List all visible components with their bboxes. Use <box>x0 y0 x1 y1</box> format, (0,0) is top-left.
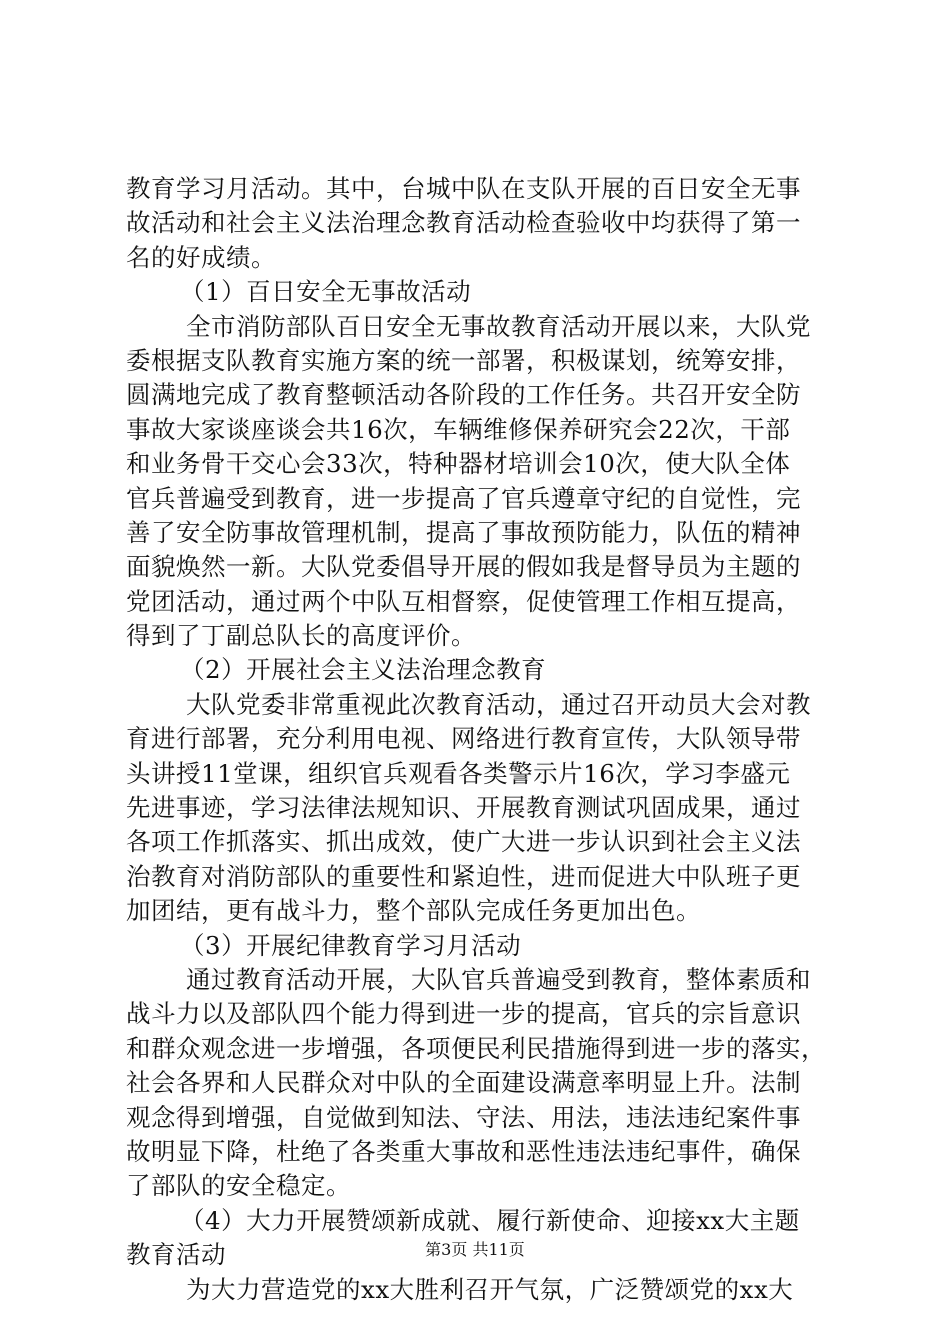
text-line: 党团活动，通过两个中队互相督察，促使管理工作相互提高， <box>126 586 801 616</box>
text-line: 官兵普遍受到教育，进一步提高了官兵遵章守纪的自觉性，完 <box>126 483 801 513</box>
text-line: 教育学习月活动。其中，台城中队在支队开展的百日安全无事 <box>126 174 801 203</box>
text-line: 社会各界和人民群众对中队的全面建设满意率明显上升。法制 <box>126 1068 801 1098</box>
text-line: 通过教育活动开展，大队官兵普遍受到教育，整体素质和 <box>186 964 811 994</box>
text-line: 面貌焕然一新。大队党委倡导开展的假如我是督导员为主题的 <box>126 552 801 582</box>
document-body <box>126 172 834 1307</box>
text-line: 故明显下降，杜绝了各类重大事故和恶性违法违纪事件，确保 <box>126 1136 801 1166</box>
text-line: 全市消防部队百日安全无事故教育活动开展以来，大队党 <box>186 311 811 341</box>
text-line: 育进行部署，充分利用电视、网络进行教育宣传，大队领导带 <box>126 724 801 754</box>
text-line: 得到了丁副总队长的高度评价。 <box>126 621 476 651</box>
text-line: 先进事迹，学习法律法规知识、开展教育测试巩固成果，通过 <box>126 793 801 823</box>
text-line: （1）百日安全无事故活动 <box>180 277 472 307</box>
text-line: 加团结，更有战斗力，整个部队完成任务更加出色。 <box>126 896 701 926</box>
text-line: 各项工作抓落实、抓出成效，使广大进一步认识到社会主义法 <box>126 827 801 857</box>
text-line: 为大力营造党的xx大胜利召开气氛，广泛赞颂党的xx大 <box>186 1274 794 1304</box>
text-line: 故活动和社会主义法治理念教育活动检查验收中均获得了第一 <box>126 208 801 238</box>
text-line: 战斗力以及部队四个能力得到进一步的提高，官兵的宗旨意识 <box>126 999 801 1029</box>
text-line: 事故大家谈座谈会共16次，车辆维修保养研究会22次，干部 <box>126 414 791 444</box>
text-line: 观念得到增强，自觉做到知法、守法、用法，违法违纪案件事 <box>126 1102 801 1132</box>
page-footer: 第3页 共11页 <box>425 1240 525 1259</box>
text-line: 善了安全防事故管理机制，提高了事故预防能力，队伍的精神 <box>126 517 801 547</box>
text-line: 教育活动 <box>126 1240 226 1270</box>
text-line: 治教育对消防部队的重要性和紧迫性，进而促进大中队班子更 <box>126 861 801 891</box>
text-line: （3）开展纪律教育学习月活动 <box>180 930 522 960</box>
text-line: 了部队的安全稳定。 <box>126 1171 351 1201</box>
text-line: （2）开展社会主义法治理念教育 <box>180 655 547 685</box>
text-line: 头讲授11堂课，组织官兵观看各类警示片16次，学习李盛元 <box>126 758 791 788</box>
text-line: 大队党委非常重视此次教育活动，通过召开动员大会对教 <box>186 689 811 719</box>
text-line: （4）大力开展赞颂新成就、履行新使命、迎接xx大主题 <box>180 1205 800 1235</box>
text-line: 和群众观念进一步增强，各项便民利民措施得到进一步的落实， <box>126 1033 826 1063</box>
text-line: 委根据支队教育实施方案的统一部署，积极谋划，统筹安排， <box>126 345 801 375</box>
text-line: 名的好成绩。 <box>126 242 276 272</box>
text-line: 圆满地完成了教育整顿活动各阶段的工作任务。共召开安全防 <box>126 380 801 410</box>
text-line: 和业务骨干交心会33次，特种器材培训会10次，使大队全体 <box>126 449 791 479</box>
